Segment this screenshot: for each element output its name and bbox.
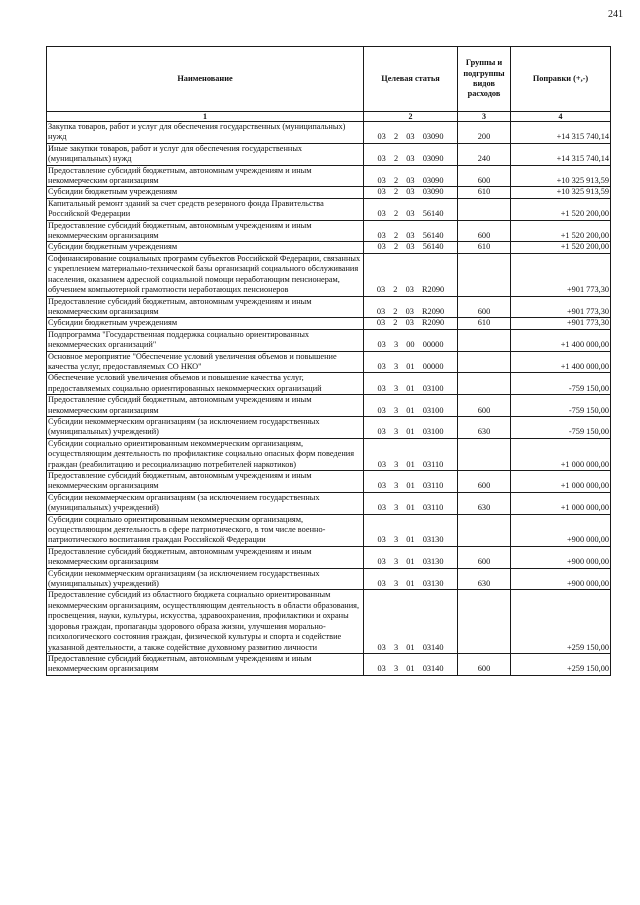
row-amendment-amount: +1 520 200,00: [511, 242, 611, 253]
row-target-code: 03 3 00 00000: [364, 329, 458, 351]
header-amendments: Поправки (+,-): [511, 47, 611, 112]
table-row: [47, 198, 611, 220]
table-row: [47, 220, 611, 242]
row-amendment-amount: +900 000,00: [511, 568, 611, 590]
table-row: [47, 438, 611, 470]
table-row: [47, 373, 611, 395]
row-target-code: 03 3 01 03130: [364, 568, 458, 590]
row-amendment-amount: +10 325 913,59: [511, 187, 611, 198]
row-name: Предоставление субсидий бюджетным, автономным учреждениям и иным некоммерческим организациям: [47, 653, 364, 675]
row-amendment-amount: +1 000 000,00: [511, 471, 611, 493]
row-name: Закупка товаров, работ и услуг для обеспечения государственных (муниципальных) нужд: [47, 122, 364, 144]
row-target-code: 03 2 03 03090: [364, 165, 458, 187]
table-row: [47, 395, 611, 417]
row-amendment-amount: +901 773,30: [511, 296, 611, 318]
table-row: [47, 653, 611, 675]
row-expense-group: 630: [458, 568, 511, 590]
row-name: Предоставление субсидий бюджетным, автономным учреждениям и иным некоммерческим организациям: [47, 471, 364, 493]
column-number: 3: [458, 112, 511, 122]
row-amendment-amount: +900 000,00: [511, 546, 611, 568]
row-expense-group: [458, 514, 511, 546]
row-amendment-amount: +259 150,00: [511, 653, 611, 675]
table-row: [47, 122, 611, 144]
page-number: 241: [608, 9, 623, 20]
row-amendment-amount: -759 150,00: [511, 373, 611, 395]
row-expense-group: 600: [458, 165, 511, 187]
row-target-code: 03 3 01 03130: [364, 546, 458, 568]
row-amendment-amount: +1 400 000,00: [511, 329, 611, 351]
table-row: [47, 296, 611, 318]
column-number: 2: [364, 112, 458, 122]
row-name: Софинансирование социальных программ субъектов Российской Федерации, связанных с укреплением материально-технической базы организаций социального обслуживания населения, оказанием адресной социальной помощи неработающим пенсионерам, обучением компьютерной грамотности неработающих пенсионеров: [47, 253, 364, 296]
row-expense-group: 600: [458, 220, 511, 242]
row-name: Основное мероприятие "Обеспечение условий увеличения объемов и повышение качества услуг, предоставляемых СО НКО": [47, 351, 364, 373]
row-target-code: 03 3 01 03100: [364, 395, 458, 417]
row-amendment-amount: +900 000,00: [511, 514, 611, 546]
row-amendment-amount: +14 315 740,14: [511, 122, 611, 144]
row-target-code: 03 2 03 03090: [364, 143, 458, 165]
row-target-code: 03 3 01 03100: [364, 373, 458, 395]
row-expense-group: [458, 351, 511, 373]
row-name: Субсидии бюджетным учреждениям: [47, 242, 364, 253]
row-expense-group: [458, 438, 511, 470]
row-amendment-amount: +1 520 200,00: [511, 220, 611, 242]
row-amendment-amount: +1 000 000,00: [511, 492, 611, 514]
table-row: [47, 187, 611, 198]
budget-amendments-table: [46, 46, 611, 676]
row-name: Предоставление субсидий бюджетным, автономным учреждениям и иным некоммерческим организациям: [47, 220, 364, 242]
row-expense-group: 600: [458, 471, 511, 493]
row-target-code: 03 3 01 03110: [364, 492, 458, 514]
table-row: [47, 590, 611, 653]
row-target-code: 03 2 03 R2090: [364, 296, 458, 318]
row-name: Субсидии некоммерческим организациям (за исключением государственных (муниципальных) учреждений): [47, 568, 364, 590]
header-target-article: Целевая статья: [364, 47, 458, 112]
table-row: [47, 546, 611, 568]
row-name: Обеспечение условий увеличения объемов и повышение качества услуг, предоставляемых социально ориентированных некоммерческих организаций: [47, 373, 364, 395]
row-name: Капитальный ремонт зданий за счет средств резервного фонда Правительства Российской Федерации: [47, 198, 364, 220]
row-expense-group: 600: [458, 395, 511, 417]
row-expense-group: 610: [458, 318, 511, 329]
table-row: [47, 492, 611, 514]
table-row: [47, 242, 611, 253]
row-target-code: 03 3 01 03130: [364, 514, 458, 546]
row-name: Субсидии некоммерческим организациям (за исключением государственных (муниципальных) учреждений): [47, 492, 364, 514]
row-expense-group: 600: [458, 296, 511, 318]
row-target-code: 03 2 03 03090: [364, 187, 458, 198]
row-name: Иные закупки товаров, работ и услуг для обеспечения государственных (муниципальных) нужд: [47, 143, 364, 165]
row-amendment-amount: +259 150,00: [511, 590, 611, 653]
row-expense-group: 600: [458, 653, 511, 675]
row-name: Субсидии бюджетным учреждениям: [47, 318, 364, 329]
table-row: [47, 416, 611, 438]
row-target-code: 03 3 01 03100: [364, 416, 458, 438]
row-target-code: 03 2 03 03090: [364, 122, 458, 144]
header-name: Наименование: [47, 47, 364, 112]
row-name: Субсидии бюджетным учреждениям: [47, 187, 364, 198]
row-expense-group: [458, 198, 511, 220]
row-expense-group: [458, 253, 511, 296]
row-amendment-amount: +901 773,30: [511, 253, 611, 296]
table-row: [47, 165, 611, 187]
row-expense-group: [458, 590, 511, 653]
row-target-code: 03 2 03 56140: [364, 220, 458, 242]
table-row: [47, 471, 611, 493]
row-target-code: 03 3 01 00000: [364, 351, 458, 373]
row-target-code: 03 3 01 03110: [364, 471, 458, 493]
row-name: Субсидии социально ориентированным некоммерческим организациям, осуществляющим деятельность по профилактике социально опасных форм поведения граждан (реабилитацию и ресоциализацию потребителей наркотиков): [47, 438, 364, 470]
row-target-code: 03 3 01 03140: [364, 590, 458, 653]
row-name: Предоставление субсидий из областного бюджета социально ориентированным некоммерческим организациям, осуществляющим деятельность в области образования, просвещения, науки, культуры, искусства, здравоохранения, профилактики и охраны здоровья граждан, пропаганды здорового образа жизни, улучшения морально-психологического состояния граждан, физической культуры и спорта и содействие указанной деятельности, а также содействие духовному развитию личности: [47, 590, 364, 653]
row-amendment-amount: -759 150,00: [511, 395, 611, 417]
row-amendment-amount: +14 315 740,14: [511, 143, 611, 165]
row-name: Субсидии социально ориентированным некоммерческим организациям, осуществляющим деятельность в сфере патриотического, в том числе военно-патриотического воспитания граждан Российской Федерации: [47, 514, 364, 546]
row-expense-group: 240: [458, 143, 511, 165]
row-target-code: 03 3 01 03140: [364, 653, 458, 675]
table-row: [47, 351, 611, 373]
row-expense-group: 610: [458, 187, 511, 198]
row-target-code: 03 2 03 R2090: [364, 318, 458, 329]
row-expense-group: 600: [458, 546, 511, 568]
row-amendment-amount: +10 325 913,59: [511, 165, 611, 187]
table-row: [47, 143, 611, 165]
row-expense-group: 630: [458, 416, 511, 438]
table-row: [47, 318, 611, 329]
column-number: 1: [47, 112, 364, 122]
row-expense-group: 200: [458, 122, 511, 144]
table-body: [47, 122, 611, 676]
row-target-code: 03 3 01 03110: [364, 438, 458, 470]
row-target-code: 03 2 03 R2090: [364, 253, 458, 296]
row-name: Предоставление субсидий бюджетным, автономным учреждениям и иным некоммерческим организациям: [47, 296, 364, 318]
row-amendment-amount: -759 150,00: [511, 416, 611, 438]
row-name: Предоставление субсидий бюджетным, автономным учреждениям и иным некоммерческим организациям: [47, 546, 364, 568]
table-row: [47, 253, 611, 296]
row-amendment-amount: +901 773,30: [511, 318, 611, 329]
table-row: [47, 568, 611, 590]
row-expense-group: [458, 373, 511, 395]
row-amendment-amount: +1 000 000,00: [511, 438, 611, 470]
table-row: [47, 329, 611, 351]
row-expense-group: 630: [458, 492, 511, 514]
row-expense-group: 610: [458, 242, 511, 253]
row-expense-group: [458, 329, 511, 351]
row-target-code: 03 2 03 56140: [364, 198, 458, 220]
header-expense-groups: Группы и подгруппы видов расходов: [458, 47, 511, 112]
row-amendment-amount: +1 400 000,00: [511, 351, 611, 373]
row-target-code: 03 2 03 56140: [364, 242, 458, 253]
row-name: Субсидии некоммерческим организациям (за исключением государственных (муниципальных) учреждений): [47, 416, 364, 438]
row-amendment-amount: +1 520 200,00: [511, 198, 611, 220]
table-row: [47, 514, 611, 546]
row-name: Предоставление субсидий бюджетным, автономным учреждениям и иным некоммерческим организациям: [47, 395, 364, 417]
column-number-row: [47, 112, 611, 122]
column-number: 4: [511, 112, 611, 122]
row-name: Предоставление субсидий бюджетным, автономным учреждениям и иным некоммерческим организациям: [47, 165, 364, 187]
table-header-row: [47, 47, 611, 112]
row-name: Подпрограмма "Государственная поддержка социально ориентированных некоммерческих организаций": [47, 329, 364, 351]
